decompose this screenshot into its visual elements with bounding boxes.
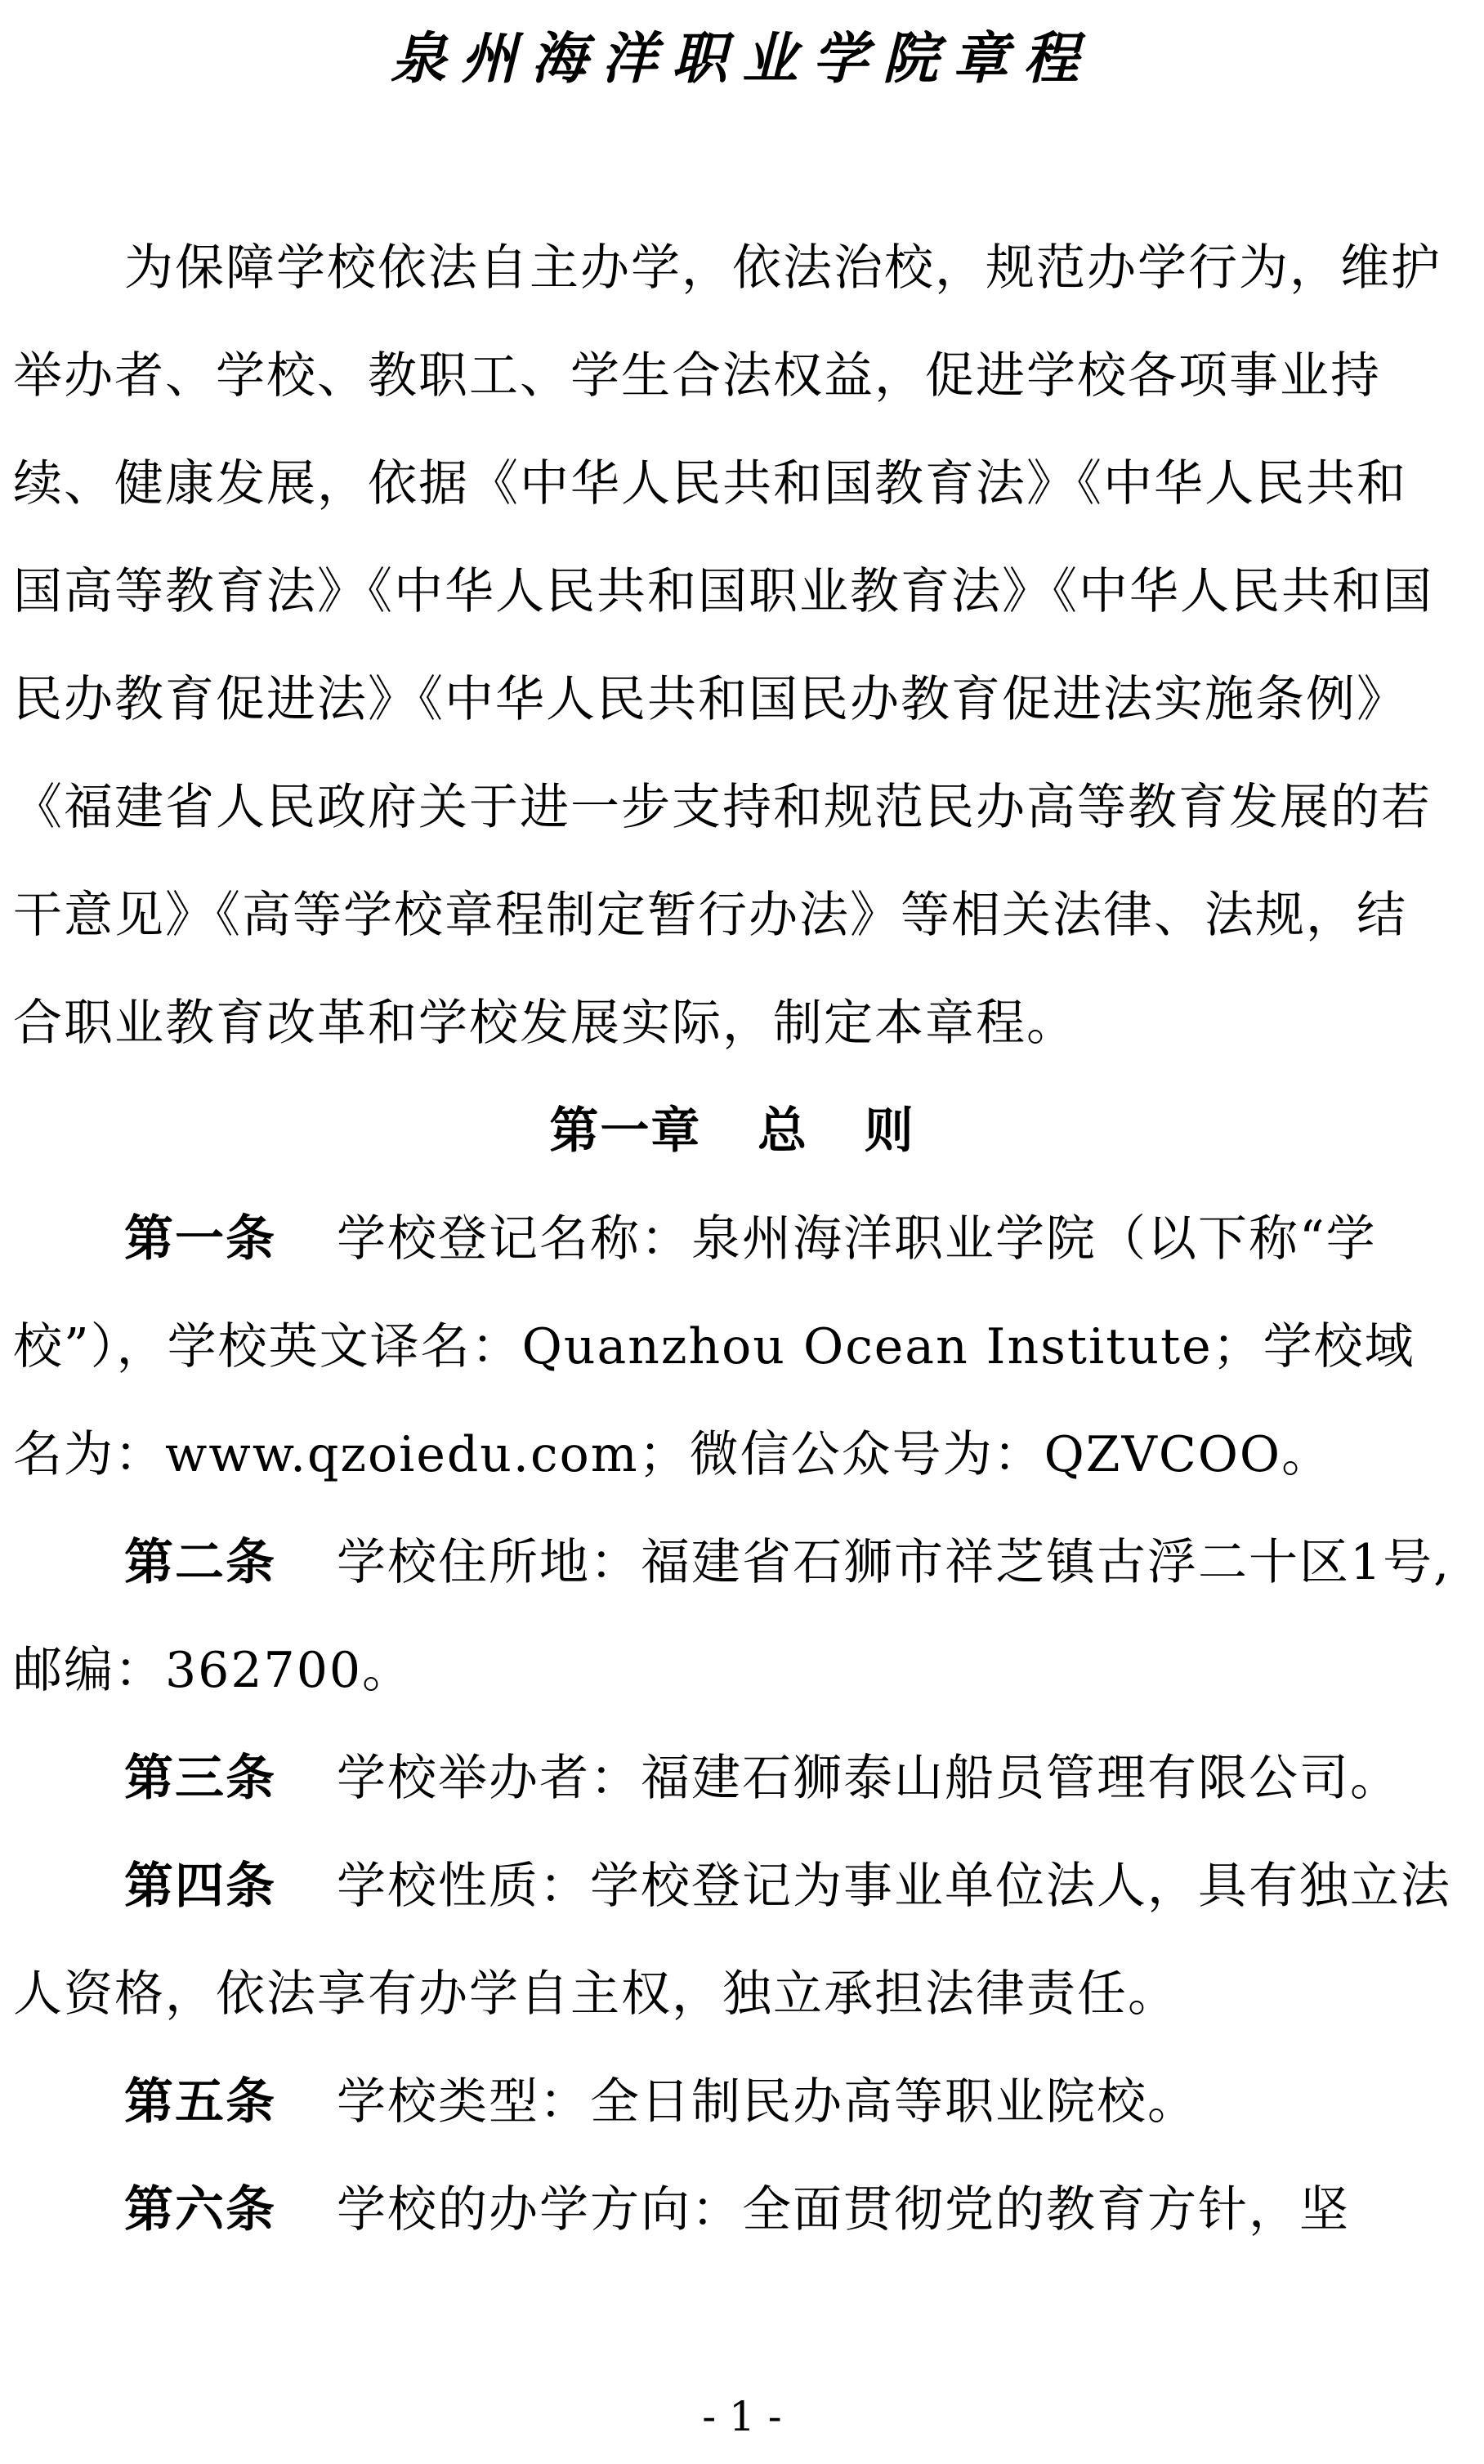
article-number: 第一条 <box>124 1210 276 1268</box>
chapter-heading: 第一章 总 则 <box>549 1102 915 1160</box>
article-1 <box>13 1185 1451 1509</box>
article-6 <box>13 2156 1451 2264</box>
article-2 <box>13 1509 1451 1724</box>
document-title: 泉州海洋职业学院章程 <box>390 26 1093 92</box>
article-5 <box>13 2048 1451 2156</box>
article-3 <box>13 1724 1451 1832</box>
article-number: 第五条 <box>124 2073 276 2131</box>
article-number: 第三条 <box>124 1750 276 1807</box>
article-text: 学校举办者：福建石狮泰山船员管理有限公司。 <box>337 1750 1401 1807</box>
article-number: 第六条 <box>124 2181 276 2238</box>
article-text: 学校住所地：福建省石狮市祥芝镇古浮二十区1号,邮编：362700。 <box>13 1534 1451 1699</box>
article-4 <box>13 1832 1451 2048</box>
article-text: 学校登记名称：泉州海洋职业学院（以下称“学校”），学校英文译名：Quanzhou Ocean Institute；学校域名为：www.qzoiedu.com；微信公众号为：QZVCOO。 <box>13 1210 1415 1483</box>
article-number: 第二条 <box>124 1534 276 1591</box>
article-text: 学校的办学方向：全面贯彻党的教育方针，坚 <box>337 2181 1350 2238</box>
page-number: - 1 - <box>702 2393 782 2440</box>
preamble-paragraph: 为保障学校依法自主办学，依法治校，规范办学行为，维护举办者、学校、教职工、学生合法权益，促进学校各项事业持续、健康发展，依据《中华人民共和国教育法》《中华人民共和国高等教育法》《中华人民共和国职业教育法》《中华人民共和国民办教育促进法》《中华人民共和国民办教育促进法实施条例》《福建省人民政府关于进一步支持和规范民办高等教育发展的若干意见》《高等学校章程制定暂行办法》等相关法律、法规，结合职业教育改革和学校发展实际，制定本章程。 <box>13 239 1442 1052</box>
article-number: 第四条 <box>124 1858 276 1915</box>
article-text: 学校性质：学校登记为事业单位法人，具有独立法人资格，依法享有办学自主权，独立承担法律责任。 <box>13 1858 1451 2023</box>
document-body <box>13 214 1451 2264</box>
article-text: 学校类型：全日制民办高等职业院校。 <box>337 2073 1198 2131</box>
